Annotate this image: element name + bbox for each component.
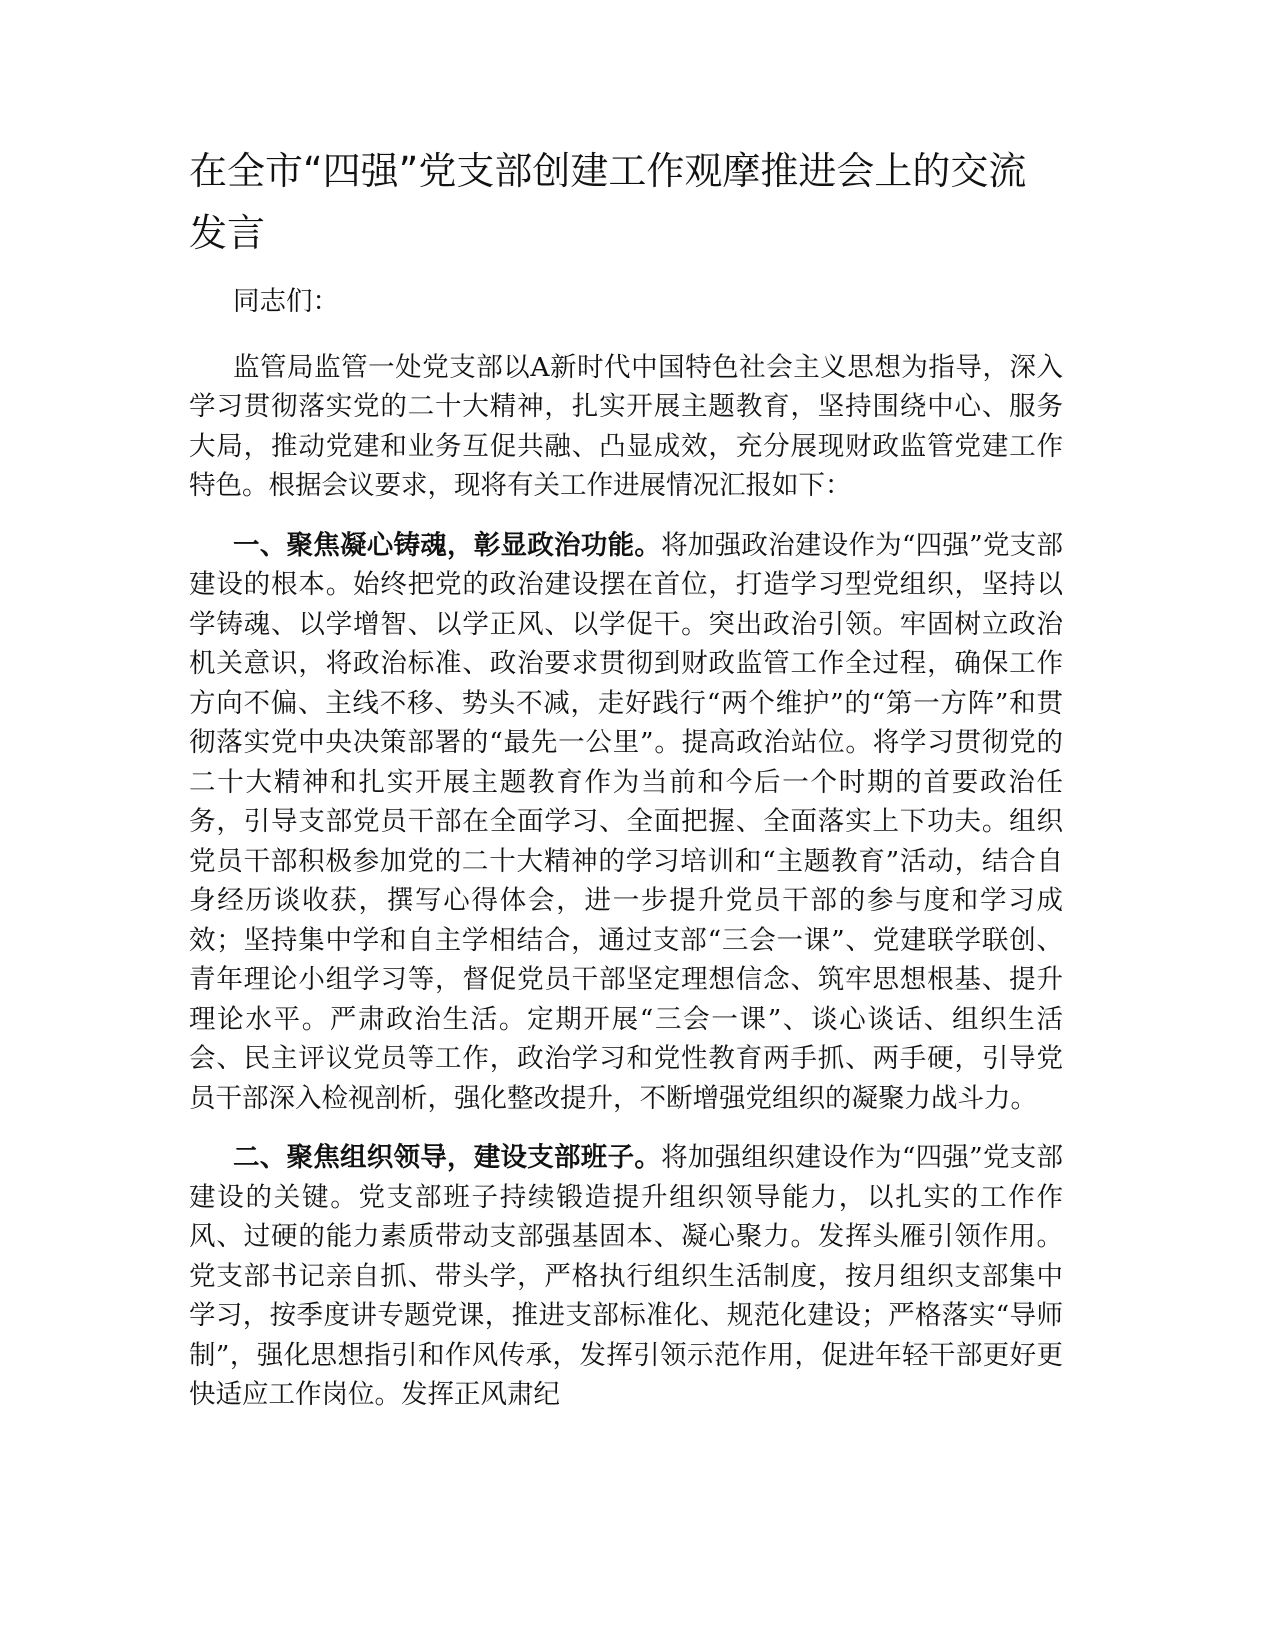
section-1-body: 将加强政治建设作为“四强”党支部建设的根本。始终把党的政治建设摆在首位，打造学习型党组织，坚持以学铸魂、以学增智、以学正风、以学促干。突出政治引领。牢固树立政治机关意识，将政治标准、政治要求贯彻到财政监管工作全过程，确保工作方向不偏、主线不移、势头不减，走好践行“两个维护”的“第一方阵”和贯彻落实党中央决策部署的“最先一公里”。提高政治站位。将学习贯彻党的二十大精神和扎实开展主题教育作为当前和今后一个时期的首要政治任务，引导支部党员干部在全面学习、全面把握、全面落实上下功夫。组织党员干部积极参加党的二十大精神的学习培训和“主题教育”活动，结合自身经历谈收获，撰写心得体会，进一步提升党员干部的参与度和学习成效；坚持集中学和自主学相结合，通过支部“三会一课”、党建联学联创、青年理论小组学习等，督促党员干部坚定理想信念、筑牢思想根基、提升理论水平。严肃政治生活。定期开展“三会一课”、谈心谈话、组织生活会、民主评议党员等工作，政治学习和党性教育两手抓、两手硬，引导党员干部深入检视剖析，强化整改提升，不断增强党组织的凝聚力战斗力。 [189,529,1063,1114]
document-body [189,140,1063,1435]
intro-paragraph: 监管局监管一处党支部以A新时代中国特色社会主义思想为指导，深入学习贯彻落实党的二十大精神，扎实开展主题教育，坚持围绕中心、服务大局，推动党建和业务互促共融、凸显成效，充分展现财政监管党建工作特色。根据会议要求，现将有关工作进展情况汇报如下： [189,351,1063,501]
section-1-heading: 一、聚焦凝心铸魂，彰显政治功能。 [233,529,662,561]
section-2-heading: 二、聚焦组织领导，建设支部班子。 [233,1142,662,1173]
section-2-paragraph [189,1138,1063,1415]
greeting: 同志们： [233,286,339,317]
section-1-paragraph [189,526,1063,1119]
section-2-body: 将加强组织建设作为“四强”党支部建设的关键。党支部班子持续锻造提升组织领导能力，以扎实的工作作风、过硬的能力素质带动支部强基固本、凝心聚力。发挥头雁引领作用。党支部书记亲自抓、带头学，严格执行组织生活制度，按月组织支部集中学习，按季度讲专题党课，推进支部标准化、规范化建设；严格落实“导师制”，强化思想指引和作风传承，发挥引领示范作用，促进年轻干部更好更快适应工作岗位。发挥正风肃纪 [189,1142,1063,1410]
document-title: 在全市“四强”党支部创建工作观摩推进会上的交流发言 [189,149,1027,255]
